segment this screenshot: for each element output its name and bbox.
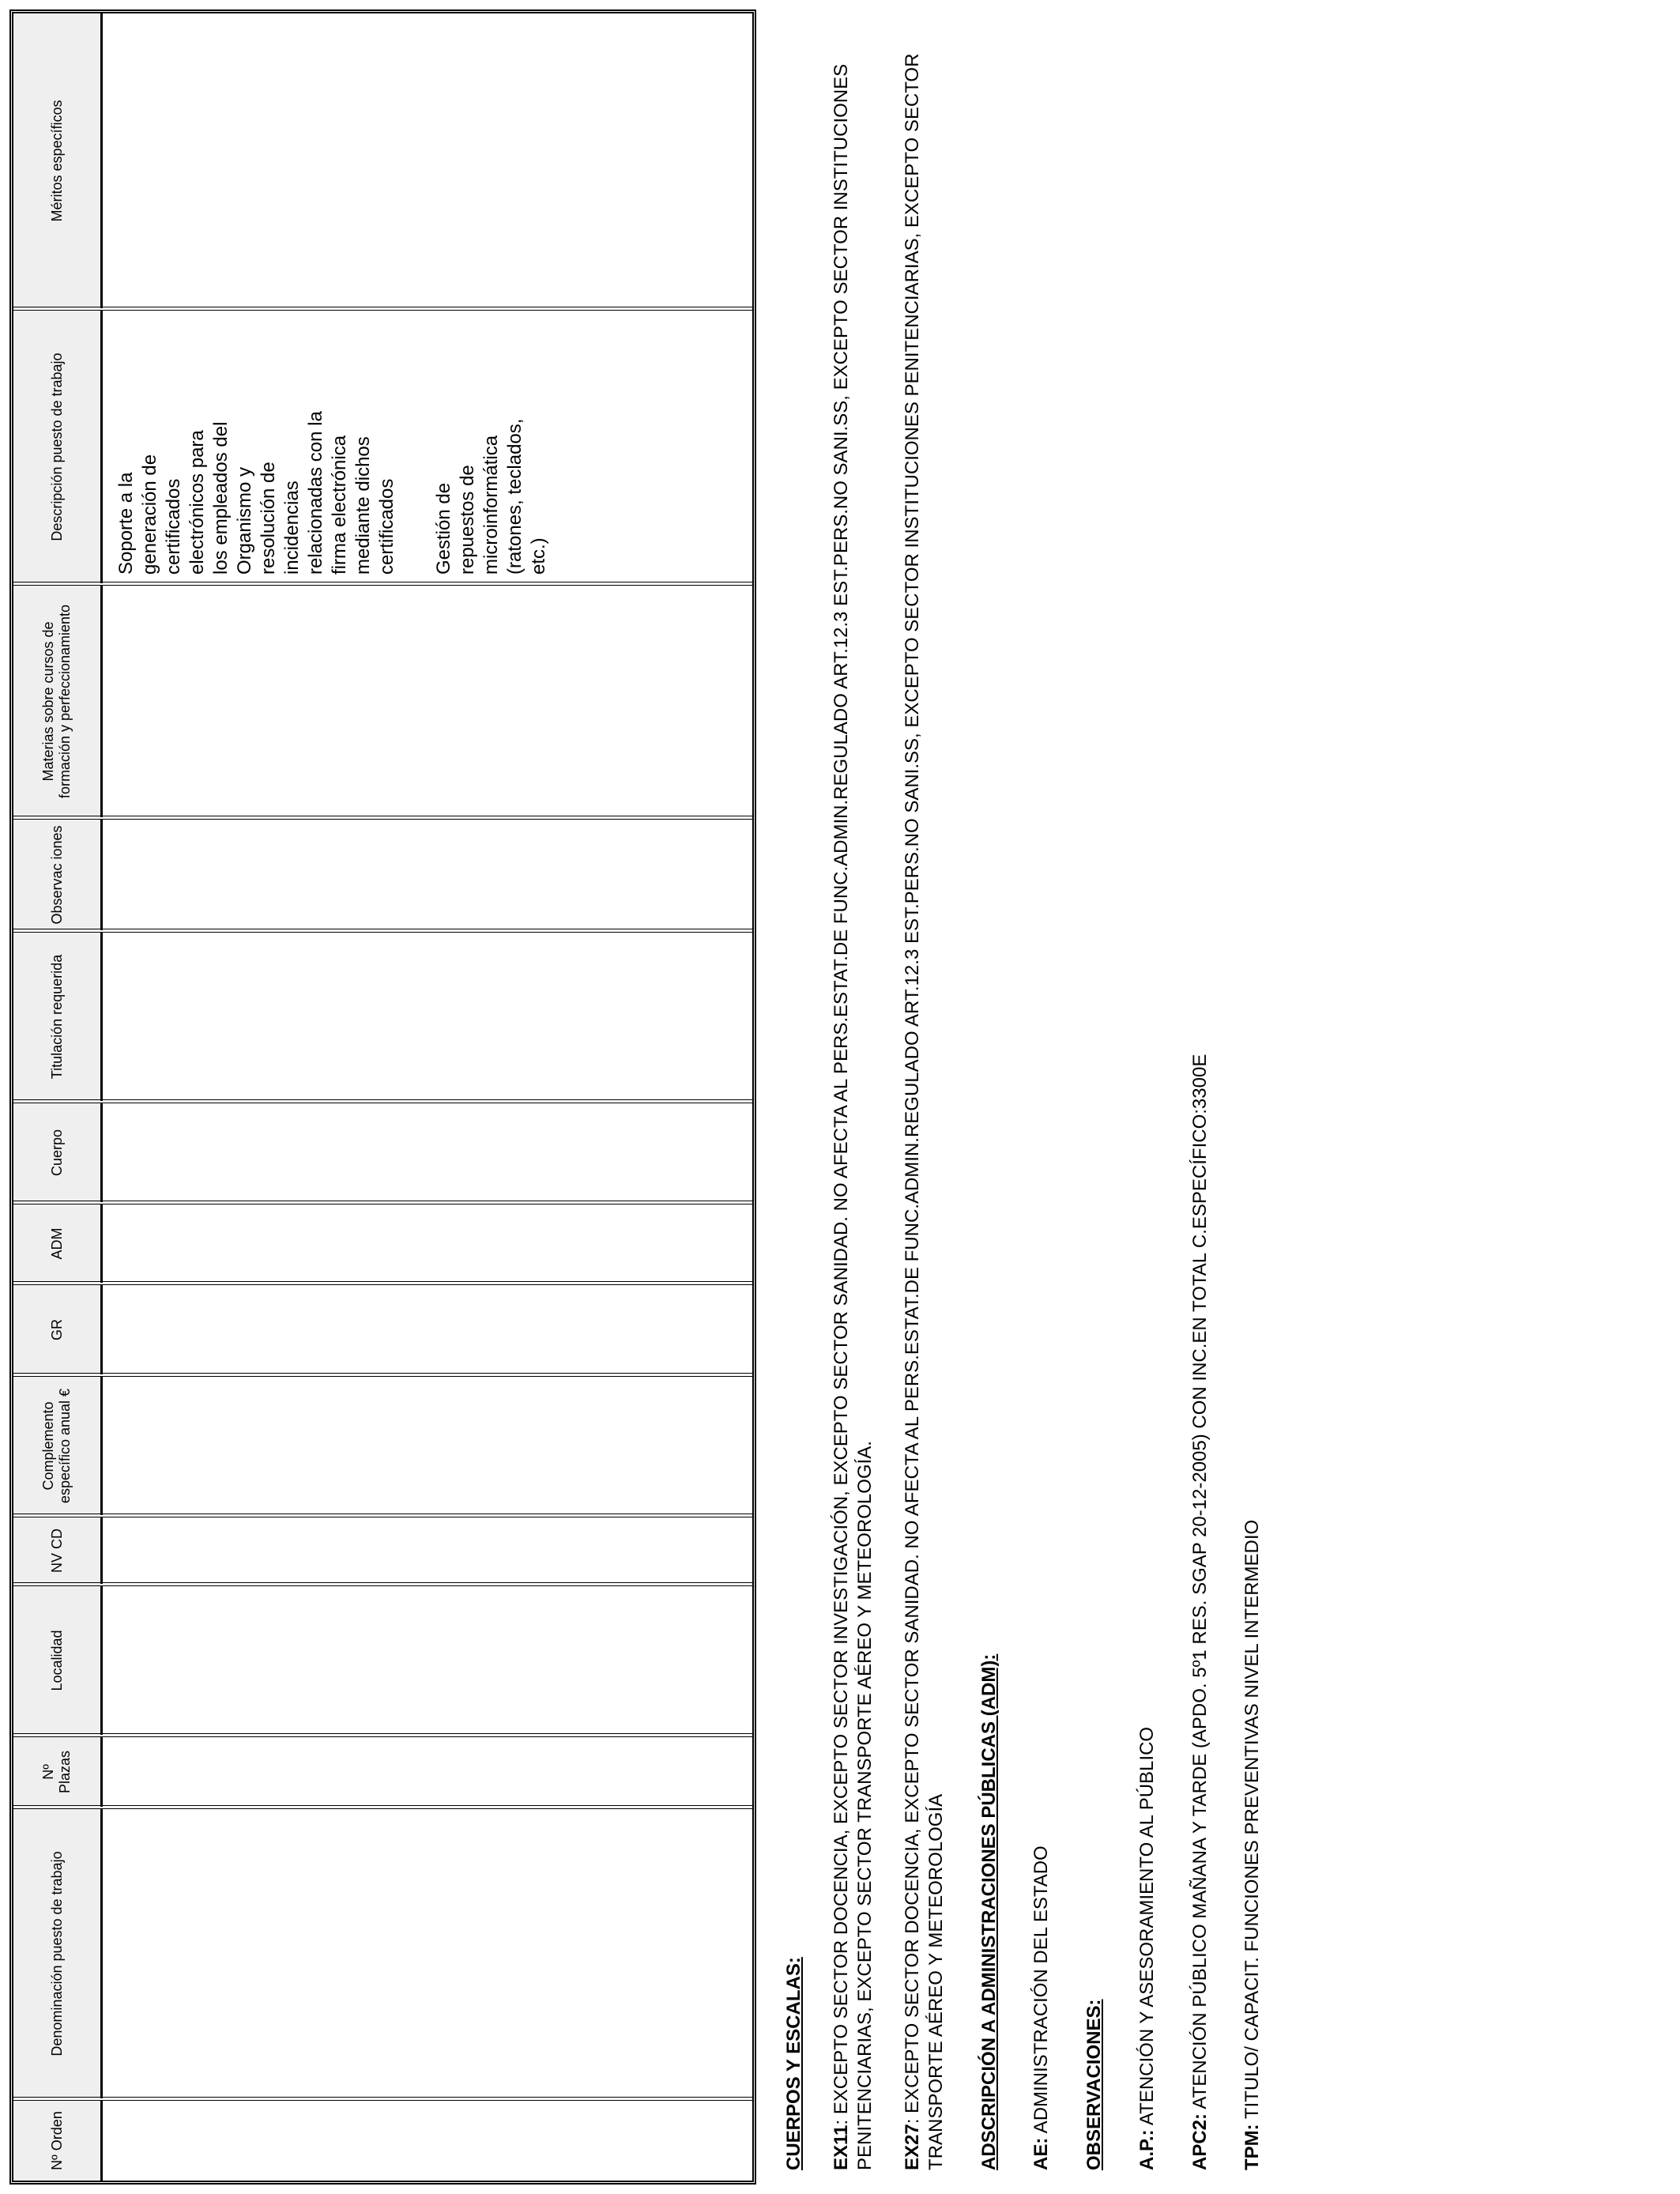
ap-code: A.P.: [1136,2129,1158,2170]
ex27-text: : EXCEPTO SECTOR DOCENCIA, EXCEPTO SECTOR SANIDAD. NO AFECTA AL PERS.ESTAT.DE FUNC.ADMIN.REGULADO ART.12.3 EST.PERS.NO SANI.SS, EXCEPTO SECTOR INSTITUCIONES PENITENCIARIAS, EXCEPTO SECTOR TRANSPORTE AÉREO Y METEOROLOGÍA [902,53,947,2170]
ae-note [1030,1845,1053,2170]
apc2-code: APC2: [1189,2113,1211,2170]
description-text-2: Gestión de repuestos de microinformática (ratones, teclados, etc.) [433,418,549,575]
header-materias: Materias sobre cursos de formación y perfeccionamiento [13,586,103,817]
ex27-note [901,36,948,2170]
column-divider [13,1582,752,1586]
positions-table [9,9,756,2185]
adscripcion-heading: ADSCRIPCIÓN A ADMINISTRACIONES PÚBLICAS (ADM): [978,1653,1000,2170]
header-descripcion: Descripción puesto de trabajo [13,311,103,583]
ap-text: ATENCIÓN Y ASESORAMIENTO AL PÚBLICO [1136,1726,1158,2130]
column-divider [13,1281,752,1285]
observaciones-heading: OBSERVACIONES: [1083,1999,1105,2170]
header-meritos: Méritos específicos [13,13,103,308]
header-grupo: GR [13,1285,103,1374]
header-denominacion: Denominación puesto de trabajo [13,1809,103,2098]
column-divider [13,929,752,933]
column-divider [13,1514,752,1517]
ex11-text: : EXCEPTO SECTOR DOCENCIA, EXCEPTO SECTOR INVESTIGACIÓN, EXCEPTO SECTOR SANIDAD. NO AFECTA AL PERS.ESTAT.DE FUNC.ADMIN.REGULADO ART.12.3 EST.PERS.NO SANI.SS, EXCEPTO SECTOR INSTITUCIONES PENITENCIARIAS, EXCEPTO SECTOR TRANSPORTE AÉREO Y METEOROLOGÍA. [831,63,876,2170]
column-divider [13,1201,752,1204]
tpm-code: TPM: [1241,2124,1263,2170]
header-orden: Nº Orden [13,2101,103,2181]
ex27-code: EX27 [902,2124,923,2170]
cuerpos-heading: CUERPOS Y ESCALAS: [783,1957,804,2170]
header-localidad: Localidad [13,1586,103,1735]
column-divider [13,1733,752,1737]
column-divider [13,307,752,311]
column-divider [13,582,752,586]
ae-text: ADMINISTRACIÓN DEL ESTADO [1030,1845,1052,2138]
description-text-1: Soporte a la generación de certificados electrónicos para los empleados del Organismo y resolución de incidencias relacionadas con la firma electrónica mediante dichos certificados [115,411,397,575]
ex11-code: EX11 [831,2124,852,2170]
ap-note [1136,1727,1159,2170]
column-divider [13,2097,752,2101]
column-divider [13,1373,752,1377]
header-adm: ADM [13,1204,103,1283]
header-plazas: Nº Plazas [13,1737,103,1807]
column-divider [13,1805,752,1809]
header-observaciones: Observac iones [13,820,103,930]
ex11-note [830,36,877,2170]
apc2-note [1188,1054,1212,2170]
header-cuerpo: Cuerpo [13,1103,103,1202]
column-divider [13,1099,752,1103]
header-titulacion: Titulación requerida [13,933,103,1101]
header-nivel: NV CD [13,1517,103,1584]
ae-code: AE: [1030,2137,1052,2170]
apc2-text: ATENCIÓN PÚBLICO MAÑANA Y TARDE (APDO. 5º1 RES. SGAP 20-12-2005) CON INC.EN TOTAL C.ESPECÍFICO:3300E [1189,1054,1211,2113]
column-divider [13,816,752,820]
tpm-text: TITULO/ CAPACIT. FUNCIONES PREVENTIVAS NIVEL INTERMEDIO [1241,1519,1263,2124]
header-complemento: Complemento específico anual € [13,1377,103,1515]
tpm-note [1241,1520,1264,2170]
